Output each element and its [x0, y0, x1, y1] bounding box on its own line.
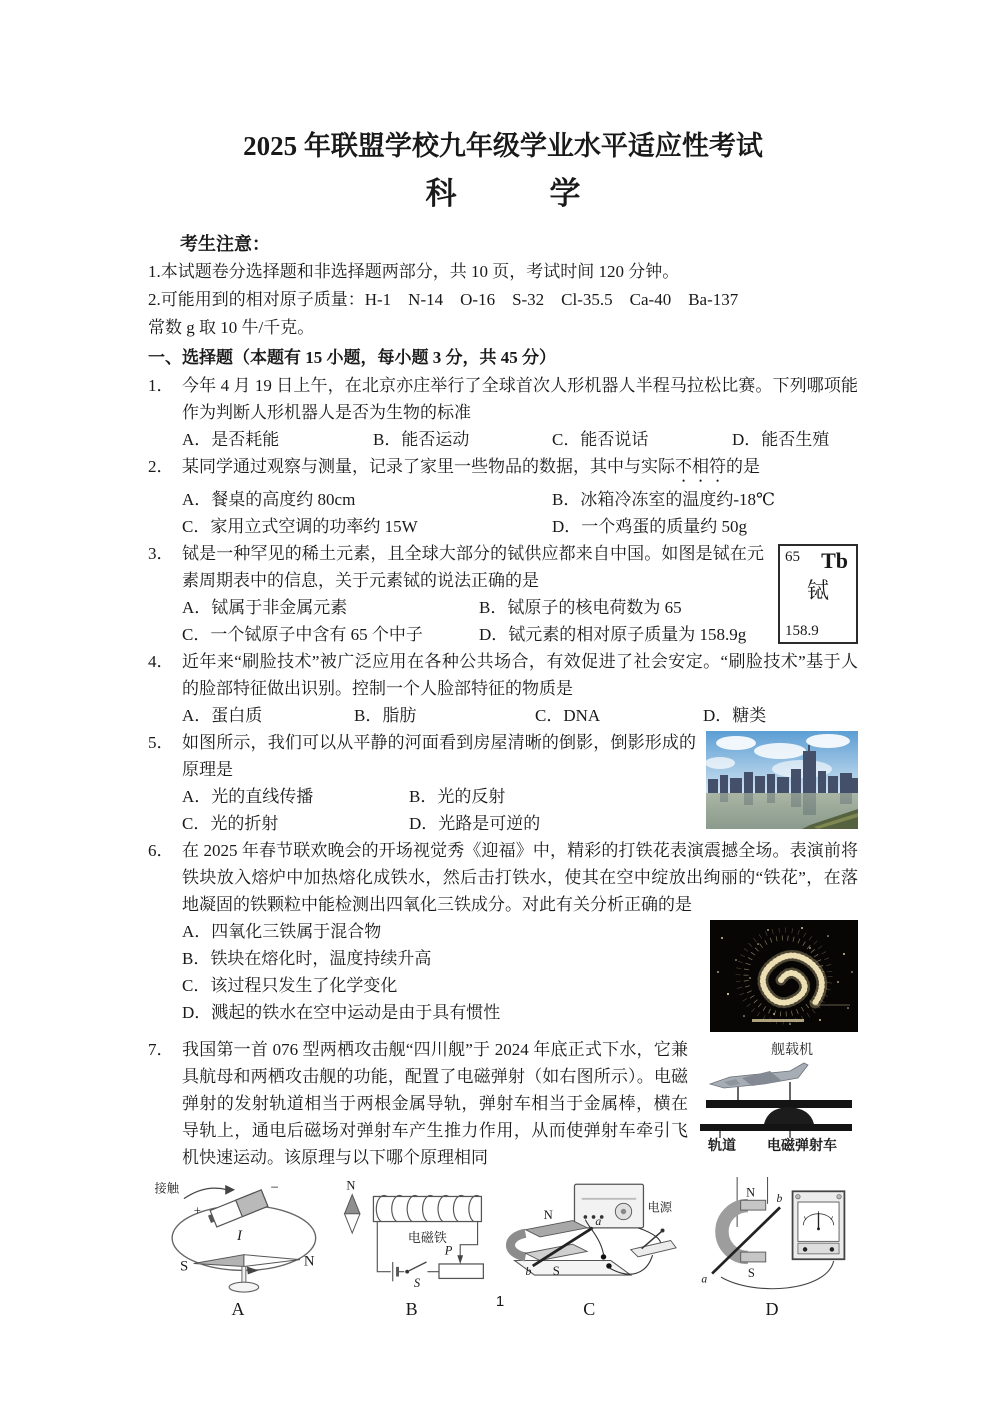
option-b: B．铽原子的核电荷数为 65: [479, 598, 682, 617]
battery-minus-label: −: [270, 1179, 279, 1196]
section-heading: 一、选择题（本题有 15 小题，每小题 3 分，共 45 分）: [148, 348, 556, 367]
city-reflection-photo: [706, 731, 858, 829]
question-7-text: 我国第一首 076 型两栖攻击舰“四川舰”于 2024 年底正式下水，它兼具航母和两栖攻击舰的功能，配置了电磁弹射（如右图所示）。电磁弹射的发射轨道相当于两根金属导轨，弹射车相当于金属棒，横在导轨上，通电后磁场对弹射车产生推力作用，从而使弹射车牵引飞机快速运动。该原理与以下哪个原理相同: [182, 1040, 688, 1167]
question-4-number: 4．: [148, 652, 174, 671]
rod-end-a-label: a: [701, 1272, 708, 1286]
oersted-experiment-figure: [148, 1177, 328, 1295]
option-d: D．光路是可逆的: [409, 814, 541, 833]
option-a: A．光的直线传播: [182, 787, 314, 806]
option-a: A．蛋白质: [182, 706, 263, 725]
question-5-number: 5．: [148, 733, 174, 752]
question-4-options: [182, 702, 858, 729]
figure-d-caption: D: [765, 1299, 779, 1319]
option-a: A．是否耗能: [182, 430, 280, 449]
question-3-text: 铽是一种罕见的稀土元素，且全球大部分的铽供应都来自中国。如图是铽在元素周期表中的信息，关于元素铽的说法正确的是: [182, 544, 764, 590]
option-b: B．光的反射: [409, 787, 506, 806]
option-d: D．溅起的铁水在空中运动是由于具有惯性: [182, 1003, 501, 1022]
page-number: 1: [495, 1293, 505, 1310]
contact-label: 接触: [154, 1181, 179, 1196]
notice-line-1: 1.本试题卷分选择题和非选择题两部分，共 10 页，考试时间 120 分钟。: [148, 262, 680, 281]
page-title: 2025 年联盟学校九年级学业水平适应性考试: [243, 131, 763, 161]
rod-end-b-label: b: [525, 1264, 532, 1279]
question-4-text: 近年来“刷脸技术”被广泛应用在各种公共场合，有效促进了社会安定。“刷脸技术”基于人的脸部特征做出识别。控制一个人脸部特征的物质是: [182, 652, 858, 698]
option-d: D．糖类: [703, 706, 767, 725]
south-pole-label: S: [179, 1258, 189, 1275]
option-c: C．一个铽原子中含有 65 个中子: [182, 625, 423, 644]
option-d: D．能否生殖: [732, 430, 830, 449]
option-b: B．冰箱冷冻室的温度约-18℃: [552, 490, 776, 509]
iron-sparks-photo: [710, 920, 858, 1032]
question-2-text-before: 某同学通过观察与测量，记录了家里一些物品的数据，其中与实际: [182, 457, 675, 476]
figure-b-caption: B: [405, 1299, 418, 1319]
option-c: C．该过程只发生了化学变化: [182, 976, 398, 995]
question-2-text-emphasized: 不相符: [675, 457, 726, 476]
question-2-text-after: 的是: [726, 457, 760, 476]
rod-end-b-label: b: [776, 1192, 783, 1206]
option-a: A．餐桌的高度约 80cm: [182, 490, 356, 509]
electromagnet-label: 电磁铁: [407, 1229, 447, 1245]
atomic-number: 65: [785, 549, 800, 565]
question-7: [148, 1036, 858, 1171]
question-1: [148, 372, 858, 453]
battery-plus-label: +: [193, 1203, 201, 1218]
catapult-car-label: 电磁弹射车: [767, 1139, 837, 1154]
question-4: [148, 648, 858, 729]
question-7-number: 7．: [148, 1040, 174, 1059]
option-d: D．一个鸡蛋的质量约 50g: [552, 517, 748, 536]
question-6-options: [182, 918, 700, 1026]
option-b: B．铁块在熔化时，温度持续升高: [182, 949, 432, 968]
motor-principle-figure: [495, 1177, 683, 1295]
north-pole-label: N: [543, 1207, 554, 1222]
catapult-diagram: [698, 1038, 858, 1154]
figure-c-caption: C: [583, 1299, 596, 1319]
element-symbol: Tb: [821, 548, 848, 573]
question-6-number: 6．: [148, 841, 174, 860]
question-1-options: [182, 426, 858, 453]
south-pole-label: S: [553, 1264, 561, 1279]
option-b: B．能否运动: [373, 430, 470, 449]
option-b: B．脂肪: [354, 706, 417, 725]
figure-a-caption: A: [231, 1299, 245, 1319]
north-pole-label: N: [746, 1185, 756, 1200]
notice-line-2: 2.可能用到的相对原子质量：H-1 N-14 O-16 S-32 Cl-35.5 Ca-40 Ba-137: [148, 290, 739, 309]
rod-end-a-label: a: [595, 1214, 602, 1229]
south-pole-label: S: [747, 1266, 755, 1281]
option-c: C．DNA: [535, 706, 601, 725]
element-mass: 158.9: [785, 623, 819, 639]
question-6: [148, 837, 858, 1036]
current-label: I: [237, 1227, 242, 1244]
rheostat-slider-label: P: [444, 1243, 453, 1258]
question-3: [148, 540, 858, 648]
question-1-text: 今年 4 月 19 日上午，在北京亦庄举行了全球首次人形机器人半程马拉松比赛。下列哪项能作为判断人形机器人是否为生物的标准: [182, 376, 858, 422]
question-2-options: [182, 486, 858, 540]
switch-label: S: [413, 1276, 420, 1291]
question-5: [148, 729, 858, 837]
question-3-number: 3．: [148, 544, 174, 563]
north-pole-label: N: [303, 1253, 315, 1270]
option-c: C．光的折射: [182, 814, 279, 833]
track-label: 轨道: [708, 1139, 736, 1154]
question-2-text: [182, 453, 858, 486]
induction-figure: [686, 1177, 858, 1295]
question-6-text: 在 2025 年春节联欢晚会的开场视觉秀《迎福》中，精彩的打铁花表演震撼全场。表演前将铁块放入熔炉中加热熔化成铁水，然后击打铁水，使其在空中绽放出绚丽的“铁花”，在落地凝固的铁颗粒中能检测出四氧化三铁成分。对此有关分析正确的是: [182, 841, 858, 914]
terbium-element-cell: [778, 544, 858, 644]
question-5-text: 如图所示，我们可以从平静的河面看到房屋清晰的倒影，倒影形成的原理是: [182, 733, 696, 779]
option-c: C．家用立式空调的功率约 15W: [182, 517, 418, 536]
option-d: D．铽元素的相对原子质量为 158.9g: [479, 625, 747, 644]
question-5-options: [182, 783, 696, 837]
compass-north-label: N: [346, 1178, 356, 1193]
power-supply-label: 电源: [647, 1200, 673, 1215]
question-3-options: [182, 594, 764, 648]
question-1-number: 1．: [148, 376, 174, 395]
electromagnet-figure: [331, 1177, 493, 1295]
notice-heading: 考生注意：: [180, 234, 270, 254]
element-name: 铽: [806, 578, 829, 603]
option-c: C．能否说话: [552, 430, 649, 449]
option-a: A．四氧化三铁属于混合物: [182, 922, 382, 941]
question-2: [148, 453, 858, 540]
carrier-aircraft-label: 舰载机: [771, 1043, 813, 1058]
question-2-number: 2．: [148, 457, 174, 476]
notice-line-3: 常数 g 取 10 牛/千克。: [148, 318, 315, 337]
subject-title: 科 学: [425, 176, 581, 211]
option-a: A．铽属于非金属元素: [182, 598, 348, 617]
